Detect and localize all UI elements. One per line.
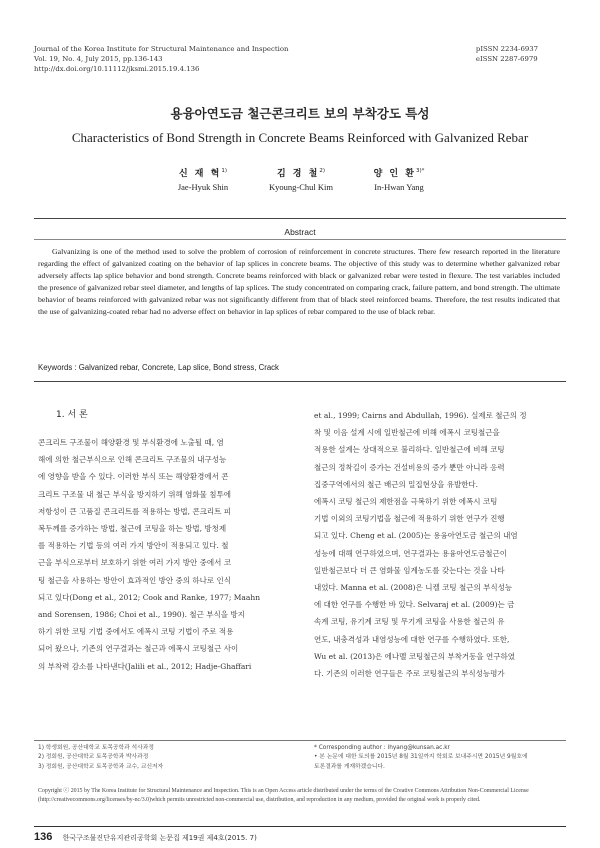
- copyright-notice: Copyright ⓒ 2015 by The Korea Institute for Structural Maintenance and Inspection. This is an Open Access article distributed under the terms of the Creative Commons Attribution Non-Commercial License (http://creativecommons.org/licenses/by-nc/3.0)which permits unrestricted non-commercial use, distribution, and reproduction in any medium, provided the original work is properly cited.: [38, 788, 529, 804]
- body-text-line: 내었다. Manna et al. (2008)은 니켈 코팅 철근의 부식성능: [314, 583, 513, 593]
- body-column-left: [38, 434, 286, 675]
- abstract-bottom-rule: [34, 381, 566, 382]
- footnote-line: 토론결과를 게재하겠습니다.: [314, 763, 385, 770]
- body-text-line: 착 및 이음 설계 시에 일반철근에 비해 에폭시 코팅철근을: [314, 428, 500, 438]
- body-text-line: and Sorensen, 1986; Choi et al., 1990). 철근 부식을 방지: [38, 610, 245, 620]
- body-text-line: 다. 기존의 이러한 연구들은 주로 코팅철근의 부식성능평가: [314, 669, 505, 679]
- affiliation-footnotes: [38, 744, 288, 772]
- body-text-line: 적용한 설계는 상대적으로 불리하다. 일반철근에 비해 코팅: [314, 445, 505, 455]
- body-text-line: 에 대한 연구를 수행한 바 있다. Selvaraj et al. (2009)는 금: [314, 600, 515, 610]
- body-text-line: Wu et al. (2013)은 에나멜 코팅철근의 부착거동을 연구하였: [314, 651, 515, 661]
- footnote-line: 3) 정회원, 공산대학교 토목공학과 교수, 교신저자: [38, 763, 164, 770]
- author-2: [246, 166, 356, 192]
- author-2-name-en: Kyoung-Chul Kim: [269, 182, 333, 192]
- author-3-name-en: In-Hwan Yang: [374, 182, 424, 192]
- body-text-line: 콘크리트 구조물이 해양환경 및 부식환경에 노출될 때, 염: [38, 438, 224, 447]
- corresponding-footnotes: [314, 744, 569, 772]
- eissn: eISSN 2287-6979: [475, 55, 538, 63]
- author-3-name-ko: 양 인 환: [373, 169, 416, 179]
- body-text-line: 기법 이외의 코팅기법을 철근에 적용하기 위한 연구가 진행: [314, 514, 505, 524]
- page-number: 136: [34, 831, 53, 843]
- footnote-line: • 본 논문에 대한 토의를 2015년 8월 31일까지 학회로 보내주시면 2015년 9월호에: [314, 754, 528, 761]
- body-text-line: 근을 부식으로부터 보호하기 위한 여러 가지 방안 중에서 코: [38, 558, 231, 568]
- abstract-heading: Abstract: [284, 227, 316, 237]
- author-1: [148, 166, 258, 192]
- journal-name: Journal of the Korea Institute for Structural Maintenance and Inspection: [34, 45, 289, 53]
- body-text-line: 저항성이 큰 고품질 콘크리트를 적용하는 방법, 콘크리트 피: [38, 506, 231, 516]
- footer-journal: 한국구조물진단유지관리공학회 논문집 제19권 제4호(2015. 7): [62, 834, 257, 842]
- keywords: Keywords : Galvanized rebar, Concrete, Lap slice, Bond stress, Crack: [38, 363, 279, 372]
- author-1-name-ko: 신 재 혁: [178, 169, 222, 179]
- abstract-heading-rule: [34, 239, 566, 240]
- body-text-line: 되어 왔으나, 기존의 연구결과는 철근과 에폭시 코팅철근 사이: [38, 644, 239, 654]
- body-text-line: 를 적용하는 기법 등의 여러 가지 방안이 적용되고 있다. 철: [38, 541, 229, 551]
- body-text-line: 되고 있다(Dong et al., 2012; Cook and Ranke, 1977; Maahn: [38, 592, 261, 602]
- body-column-right: [314, 407, 564, 682]
- abstract-top-rule: [34, 218, 566, 219]
- journal-volume: Vol. 19, No. 4, July 2015, pp.136-143: [34, 55, 163, 63]
- body-text-line: 되고 있다. Cheng et al. (2005)는 용융아연도금 철근의 내염: [314, 531, 518, 541]
- abstract-text: Galvanizing is one of the method used to solve the problem of corrosion of reinforcement in concrete structures. There few research reported in the literature regarding the effect of galvanized coating on the behavior of lap splices in concrete beams. The objective of this study was to determine whether galvanized rebar adversely affects lap splice behavior and bond strength. Concrete beams reinforced with black or galvanized rebar were tested in flexure. The test variables included the presence of galvanized rebar steel diameter, and lengths of lap splices. The study concentrated on comparing crack, failure pattern, and bond strength. The ultimate behavior of beams reinforced with galvanized rebar was not significantly different from that of black steel reinforced beams. Therefore, the test results indicated that the use of galvanizing-coated rebar had no adverse effect on behavior in lap splices of rebar compared to the use of black rebar.: [38, 247, 560, 317]
- footnote-line: 2) 정회원, 공산대학교 토목공학과 박사과정: [38, 754, 149, 761]
- body-text-line: et al., 1999; Cairns and Abdullah, 1996). 실제로 철근의 정: [314, 411, 527, 420]
- footnote-rule: [34, 740, 566, 741]
- body-text-line: 팅 철근을 사용하는 방안이 효과적인 방안 중의 하나로 인식: [38, 575, 231, 585]
- title-korean: 용융아연도금 철근콘크리트 보의 부착강도 특성: [170, 106, 430, 121]
- section-title-introduction: 1. 서 론: [56, 410, 88, 420]
- body-text-line: 해에 의한 철근부식으로 인해 콘크리트 구조물의 내구성능: [38, 455, 227, 465]
- footnote-line: * Corresponding author : ihyang@kunsan.ac.kr: [314, 745, 450, 751]
- pissn: pISSN 2234-6937: [475, 45, 538, 53]
- body-text-line: 하기 위한 코팅 기법 중에서도 에폭시 코팅 기법이 주로 적용: [38, 627, 234, 637]
- page-footer: [34, 831, 257, 843]
- body-text-line: 일반철근보다 더 큰 염화물 임계농도를 갖는다는 것을 나타: [314, 565, 505, 575]
- body-text-line: 에폭시 코팅 철근의 제한점을 극복하기 위한 에폭시 코팅: [314, 497, 498, 507]
- body-text-line: 복두께를 증가하는 방법, 철근에 코팅을 하는 방법, 방청제: [38, 524, 227, 534]
- body-text-line: 크리트 구조물 내 철근 부식을 방지하기 위해 염화물 침투에: [38, 489, 231, 499]
- body-text-line: 속계 코팅, 유기계 코팅 및 무기계 코팅을 사용한 철근의 유: [314, 617, 505, 627]
- doi-link[interactable]: http://dx.doi.org/10.11112/jksmi.2015.19.4.136: [34, 65, 200, 73]
- author-2-affil: 2): [319, 168, 325, 174]
- body-text-line: 철근의 정착길이 증가는 건설비용의 증가 뿐만 아니라 응력: [314, 462, 505, 472]
- body-text-line: 의 부착력 감소를 나타낸다(Jalili et al., 2012; Hadje-Ghaffari: [38, 661, 252, 671]
- body-text-line: 에 영향을 받을 수 있다. 이러한 부식 또는 해양환경에서 콘: [38, 472, 229, 482]
- footer-rule: [34, 826, 566, 827]
- body-text-line: 연도, 내충격성과 내염성능에 대한 연구를 수행하였다. 또한,: [314, 634, 510, 644]
- title-english: Characteristics of Bond Strength in Concrete Beams Reinforced with Galvanized Rebar: [71, 130, 529, 145]
- author-1-affil: 1): [221, 168, 227, 174]
- body-text-line: 집중구역에서의 철근 배근의 밀집현상을 유발한다.: [314, 479, 479, 489]
- author-3: [344, 166, 454, 192]
- footnote-line: 1) 학생회원, 공산대학교 토목공학과 석사과정: [38, 745, 154, 751]
- author-3-affil: 3)*: [415, 168, 425, 174]
- author-1-name-en: Jae-Hyuk Shin: [177, 182, 229, 192]
- author-2-name-ko: 김 경 철: [276, 169, 320, 179]
- body-text-line: 성능에 대해 연구하였으며, 연구결과는 용융아연도금철근이: [314, 548, 508, 558]
